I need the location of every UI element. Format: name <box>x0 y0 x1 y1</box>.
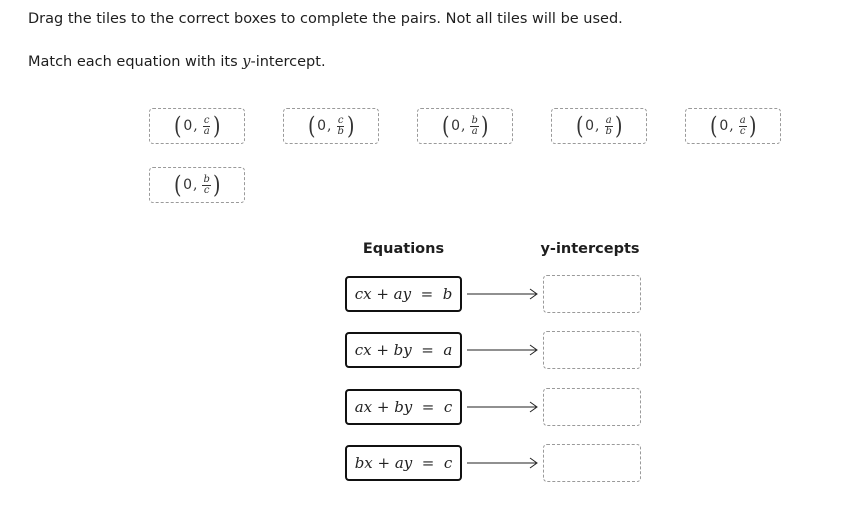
instructions-text: Drag the tiles to the correct boxes to complete the pairs. Not all tiles will be used. <box>28 11 623 27</box>
right-arrow-icon <box>467 344 539 356</box>
open-paren: ( <box>441 112 450 140</box>
open-paren: ( <box>575 112 584 140</box>
comma: , <box>193 118 198 134</box>
fraction <box>739 116 747 137</box>
match-prompt-before: Match each equation with its <box>28 54 243 70</box>
ordered-pair <box>709 114 757 138</box>
fraction <box>203 116 211 137</box>
numerator: b <box>471 114 478 126</box>
ordered-pair <box>173 114 221 138</box>
close-paren: ) <box>212 171 221 199</box>
match-prompt-after: -intercept. <box>250 54 326 70</box>
x-coordinate: 0 <box>183 177 193 193</box>
fraction <box>604 116 612 137</box>
comma: , <box>595 118 600 134</box>
denominator: a <box>471 125 478 137</box>
numerator: c <box>337 114 344 126</box>
x-coordinate: 0 <box>317 118 327 134</box>
x-coordinate: 0 <box>719 118 729 134</box>
denominator: b <box>605 125 612 137</box>
match-prompt <box>28 54 326 70</box>
fraction <box>202 175 210 196</box>
comma: , <box>461 118 466 134</box>
open-paren: ( <box>173 112 182 140</box>
numerator: b <box>203 173 210 185</box>
denominator: c <box>203 184 210 196</box>
tile-3-a-over-b[interactable] <box>551 108 647 144</box>
close-paren: ) <box>614 112 623 140</box>
denominator: a <box>203 125 210 137</box>
ordered-pair <box>575 114 624 138</box>
equation-2: ax + by = c <box>345 389 462 425</box>
denominator: b <box>337 125 344 137</box>
equation-3: bx + ay = c <box>345 445 462 481</box>
drop-target-1[interactable] <box>543 331 641 369</box>
x-coordinate: 0 <box>451 118 461 134</box>
close-paren: ) <box>480 112 489 140</box>
right-arrow-icon <box>467 457 539 469</box>
drop-target-3[interactable] <box>543 444 641 482</box>
right-arrow-icon <box>467 288 539 300</box>
comma: , <box>193 177 198 193</box>
ordered-pair <box>307 114 356 138</box>
drop-target-2[interactable] <box>543 388 641 426</box>
right-arrow-icon <box>467 401 539 413</box>
tile-1-c-over-b[interactable] <box>283 108 379 144</box>
x-coordinate: 0 <box>183 118 193 134</box>
numerator: a <box>739 114 746 126</box>
numerator: c <box>203 114 210 126</box>
open-paren: ( <box>173 171 182 199</box>
ordered-pair <box>441 114 490 138</box>
tile-5-b-over-c[interactable] <box>149 167 245 203</box>
open-paren: ( <box>709 112 718 140</box>
fraction <box>470 116 478 137</box>
close-paren: ) <box>346 112 355 140</box>
equation-1: cx + by = a <box>345 332 462 368</box>
equation-0: cx + ay = b <box>345 276 462 312</box>
drop-target-0[interactable] <box>543 275 641 313</box>
fraction <box>336 116 344 137</box>
open-paren: ( <box>307 112 316 140</box>
denominator: c <box>739 125 746 137</box>
close-paren: ) <box>748 112 757 140</box>
y-intercepts-header: y-intercepts <box>540 241 640 257</box>
numerator: a <box>605 114 612 126</box>
equations-header: Equations <box>362 241 445 257</box>
tile-0-c-over-a[interactable] <box>149 108 245 144</box>
x-coordinate: 0 <box>585 118 595 134</box>
comma: , <box>729 118 734 134</box>
tile-4-a-over-c[interactable] <box>685 108 781 144</box>
comma: , <box>327 118 332 134</box>
tile-2-b-over-a[interactable] <box>417 108 513 144</box>
close-paren: ) <box>212 112 221 140</box>
match-prompt-variable: y <box>242 54 251 70</box>
ordered-pair <box>173 173 222 197</box>
